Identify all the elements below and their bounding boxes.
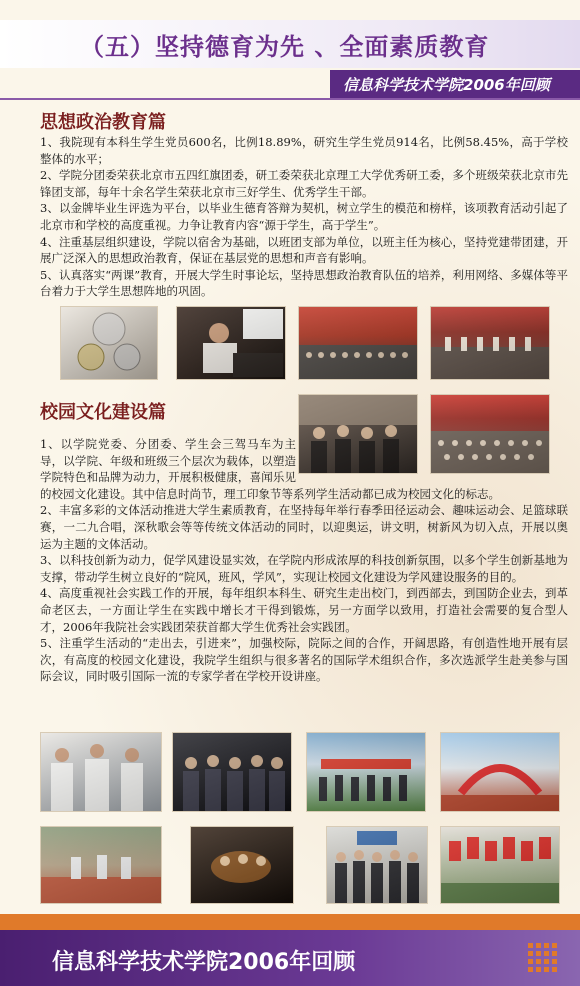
paragraph-text: 1、以学院党委、分团委、学生会三驾马车为主导，以学院、年级和班级三个层次为载体，以塑造学院特色和品牌为动力，开展积极健康，喜闻乐见的校园文化建设。其中信息时尚节，理工印象节等系列学生活动都已成为校园文化的标志。: [40, 437, 500, 501]
photo-sports-meet: [440, 732, 560, 812]
parade-image: [441, 827, 559, 903]
photo-float-spacer: [296, 436, 568, 472]
outdoor-image: [307, 733, 425, 811]
photo-conference-hall: [298, 306, 418, 380]
lab-image: [41, 733, 161, 811]
header-divider: [0, 98, 580, 100]
ceremony-image: [431, 307, 549, 379]
section-title-campus-culture: 校园文化建设篇: [40, 402, 166, 423]
photo-commemorative-coins: [60, 306, 158, 380]
photo-speaker-at-podium: [176, 306, 286, 380]
paragraph: 3、以金牌毕业生评选为平台，以毕业生德育答辩为契机，树立学生的模范和榜样，该项教育活动引起了北京市和学校的高度重视。力争让教育内容“源于学生，高于学生”。: [40, 201, 568, 232]
photo-stage-performance: [190, 826, 294, 904]
paragraph: 5、认真落实“两课”教育，开展大学生时事论坛，坚持思想政治教育队伍的培养，利用网络、多媒体等平台着力于大学生思想阵地的巩固。: [40, 267, 568, 299]
race-image: [41, 827, 161, 903]
section-campus-culture-body: [40, 436, 568, 685]
gathering-image: [173, 733, 291, 811]
paragraph: 1、我院现有本科生学生党员600名，比例18.89%，研究生学生党员914名，比例58.45%，高于学校整体的水平；: [40, 135, 568, 166]
company-image: [327, 827, 427, 903]
paragraph: 2、丰富多彩的文体活动推进大学生素质教育，在坚持每年举行春季田径运动会、趣味运动会、足篮球联赛，一二九合唱，深秋歌会等等传统文体活动的同时，以迎奥运，讲文明，树新风为切入点，开展以奥运为主题的文体活动。: [40, 503, 568, 551]
footer-accent-strip: [0, 914, 580, 930]
decorative-dots-icon: [528, 943, 557, 972]
paragraph: [40, 436, 568, 502]
stage-image: [191, 827, 293, 903]
section-political-education-body: [40, 134, 568, 300]
paragraph: 4、高度重视社会实践工作的开展，每年组织本科生、研究生走出校门，到西部去，到国防企业去，到革命老区去，一方面让学生在实践中增长才干得到锻炼，另一方面学以致用，打造社会需要的复合型人才，2006年我院社会实践团荣获首都大学生优秀社会实践团。: [40, 586, 568, 634]
paragraph: 4、注重基层组织建设，学院以宿舍为基础，以班团支部为单位，以班主任为核心，坚持党建带团建，开展广泛深入的思想政治教育，保证在基层党的思想和声音有影响。: [40, 234, 568, 266]
speaker-image: [177, 307, 285, 379]
photo-evening-gathering: [172, 732, 292, 812]
coins-image: [61, 307, 157, 379]
photo-flag-parade: [440, 826, 560, 904]
sports-image: [441, 733, 559, 811]
photo-company-visit: [326, 826, 428, 904]
conference-image: [299, 307, 417, 379]
photo-outdoor-event: [306, 732, 426, 812]
paragraph: 3、以科技创新为动力，促学风建设显实效，在学院内形成浓厚的科技创新氛围，以多个学生创新基地为支撑，带动学生树立良好的“院风，班风，学风”，实现让校园文化建设为学风建设服务的目的。: [40, 553, 568, 584]
page-title: （五）坚持德育为先 、全面素质教育: [80, 33, 490, 61]
page-subtitle: 信息科学技术学院2006年回顾: [343, 76, 550, 94]
photo-lab-visit: [40, 732, 162, 812]
photo-award-ceremony: [430, 306, 550, 380]
footer-title: 信息科学技术学院2006年回顾: [52, 950, 356, 975]
paragraph: 5、注重学生活动的“走出去，引进来”，加强校际，院际之间的合作，开阔思路，有创造性地开展有层次，有高度的校园文化建设，我院学生组织与很多著名的国际学术组织合作，多次选派学生赴美参与国际会议，同时吸引国际一流的专家学者在学校开设讲座。: [40, 636, 568, 684]
paragraph: 2、学院分团委荣获北京市五四红旗团委，研工委荣获北京理工大学优秀研工委，多个班级荣获北京市先锋团支部，每年十余名学生荣获北京市三好学生、优秀学生干部。: [40, 168, 568, 199]
section-title-political-education: 思想政治教育篇: [40, 112, 166, 133]
photo-running-race: [40, 826, 162, 904]
